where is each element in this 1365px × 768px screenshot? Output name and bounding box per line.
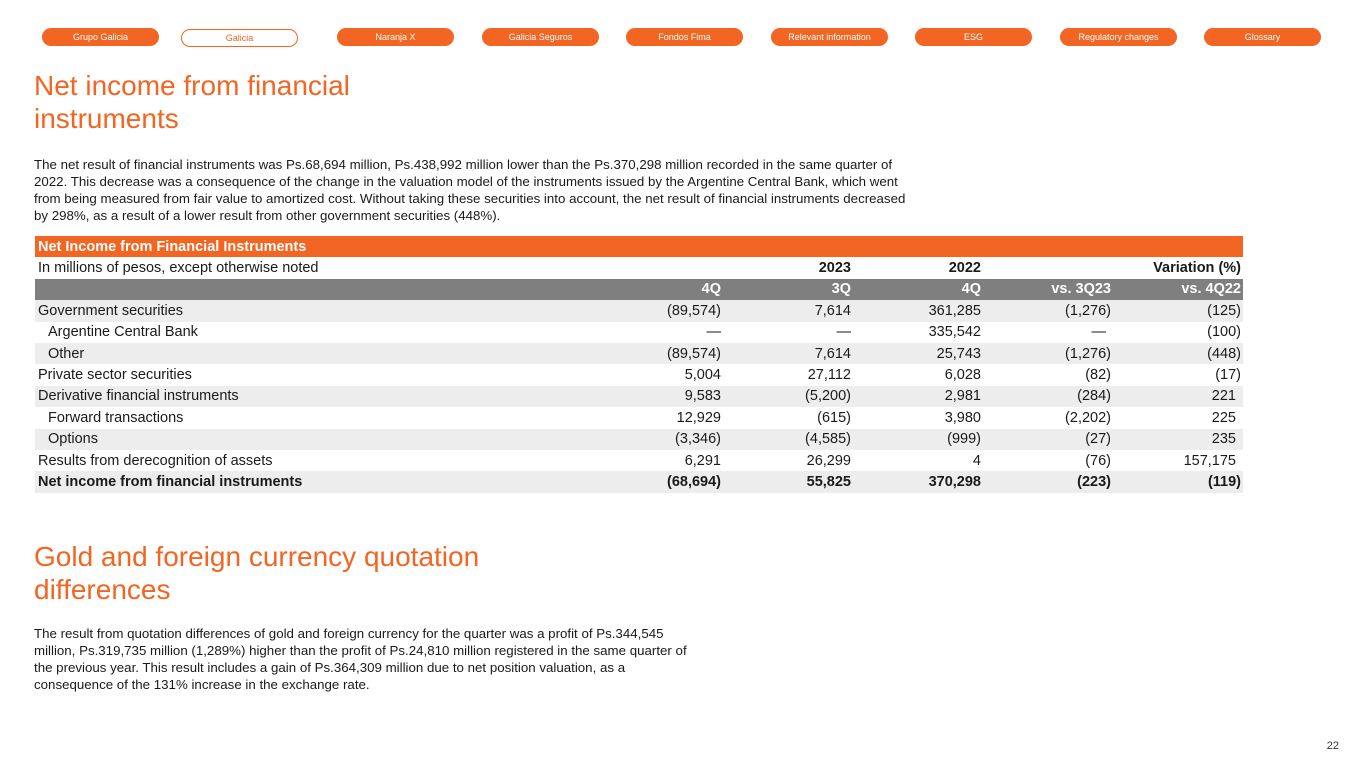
cell: (89,574) <box>593 343 723 364</box>
period-header: vs. 4Q22 <box>1113 279 1243 300</box>
cell: (615) <box>817 409 851 426</box>
cell: (223) <box>983 471 1113 492</box>
year-2022-header: 2022 <box>948 260 981 277</box>
paragraph-line: the previous year. This result includes a gain of Ps.364,309 million due to net position valuation, as a <box>34 660 626 675</box>
cell: — <box>706 324 721 341</box>
table-row <box>35 343 1243 364</box>
table-year-row <box>35 257 1243 278</box>
section-title-financial-instruments <box>34 69 554 135</box>
period-header: 4Q <box>593 279 723 300</box>
cell: (2,202) <box>1065 409 1111 426</box>
cell: 2,981 <box>853 386 983 407</box>
cell: 4 <box>972 452 981 469</box>
paragraph-line: The result from quotation differences of gold and foreign currency for the quarter was a profit of Ps.344,545 <box>34 626 664 641</box>
table-title-row <box>35 236 1243 257</box>
row-label: Options <box>35 429 593 450</box>
cell: 12,929 <box>676 409 721 426</box>
cell: (448) <box>1113 343 1243 364</box>
paragraph-line: million, Ps.319,735 million (1,289%) higher than the profit of Ps.24,810 million registered in the same quarter of <box>34 643 687 658</box>
cell: (89,574) <box>593 300 723 321</box>
variation-header: Variation (%) <box>1153 260 1241 277</box>
cell: 9,583 <box>593 386 723 407</box>
table-row <box>35 429 1243 450</box>
cell: (82) <box>1085 367 1111 384</box>
cell: 370,298 <box>853 471 983 492</box>
row-label: Net income from financial instruments <box>35 471 593 492</box>
cell: (100) <box>1207 324 1241 341</box>
cell: 157,175 <box>1183 452 1236 469</box>
paragraph-line: The net result of financial instruments was Ps.68,694 million, Ps.438,992 million lower than the Ps.370,298 million recorded in the same quarter of <box>34 157 893 172</box>
paragraph-line: by 298%, as a result of a lower result from other government securities (448%). <box>34 208 501 223</box>
table-total-row <box>35 471 1243 492</box>
cell: (4,585) <box>723 429 853 450</box>
page-number: 22 <box>1326 740 1339 752</box>
cell: (119) <box>1113 471 1243 492</box>
row-label: Government securities <box>35 300 593 321</box>
cell: 3,980 <box>944 409 981 426</box>
nav-glossary[interactable]: Glossary <box>1204 28 1321 46</box>
paragraph-line: consequence of the 131% increase in the exchange rate. <box>34 677 370 692</box>
paragraph-line: from being measured from fair value to amortized cost. Without taking these securities into account, the net result of financial instruments decreased <box>34 191 906 206</box>
nav-naranja-x[interactable]: Naranja X <box>337 28 454 46</box>
cell: 7,614 <box>723 300 853 321</box>
cell: (3,346) <box>593 429 723 450</box>
cell: — <box>836 324 851 341</box>
cell: 235 <box>1113 429 1243 450</box>
period-header: 4Q <box>853 279 983 300</box>
cell: 55,825 <box>723 471 853 492</box>
cell: (999) <box>853 429 983 450</box>
cell: 26,299 <box>806 452 851 469</box>
cell: — <box>1091 324 1106 341</box>
cell: (5,200) <box>723 386 853 407</box>
title-line: Gold and foreign currency quotation <box>34 541 480 572</box>
cell: 221 <box>1113 386 1243 407</box>
quotation-differences-paragraph <box>34 625 687 693</box>
nav-galicia[interactable]: Galicia <box>181 29 298 47</box>
table-row <box>35 364 1243 385</box>
financial-instruments-paragraph <box>34 156 905 224</box>
top-navigation <box>42 28 1321 46</box>
table-row <box>35 300 1243 321</box>
nav-regulatory-changes[interactable]: Regulatory changes <box>1060 28 1177 46</box>
cell: 5,004 <box>684 367 721 384</box>
row-label: Derivative financial instruments <box>35 386 593 407</box>
cell: 361,285 <box>853 300 983 321</box>
cell: (1,276) <box>983 300 1113 321</box>
row-label: Argentine Central Bank <box>48 324 198 341</box>
nav-grupo-galicia[interactable]: Grupo Galicia <box>42 28 159 46</box>
financial-instruments-table <box>35 236 1243 493</box>
table-title: Net Income from Financial Instruments <box>35 236 1243 257</box>
paragraph-line: 2022. This decrease was a consequence of the change in the valuation model of the instruments issued by the Argentine Central Bank, which went <box>34 174 898 189</box>
row-label: Results from derecognition of assets <box>38 452 273 469</box>
section-title-quotation-differences <box>34 540 554 606</box>
row-label: Private sector securities <box>38 367 192 384</box>
row-label: Other <box>35 343 593 364</box>
title-line: Net income from financial <box>34 70 350 101</box>
nav-fondos-fima[interactable]: Fondos Fima <box>626 28 743 46</box>
cell: (27) <box>983 429 1113 450</box>
cell: (68,694) <box>593 471 723 492</box>
cell: 6,028 <box>944 367 981 384</box>
table-row <box>35 322 1243 343</box>
title-line: instruments <box>34 103 179 134</box>
title-line: differences <box>34 574 171 605</box>
cell: 225 <box>1211 409 1236 426</box>
cell: 27,112 <box>807 367 851 384</box>
table-row <box>35 407 1243 428</box>
period-header: vs. 3Q23 <box>983 279 1113 300</box>
cell: 6,291 <box>684 452 721 469</box>
cell: (17) <box>1215 367 1241 384</box>
row-label: Forward transactions <box>48 409 184 426</box>
cell: 7,614 <box>723 343 853 364</box>
cell: (284) <box>983 386 1113 407</box>
cell: (125) <box>1113 300 1243 321</box>
table-subtitle: In millions of pesos, except otherwise noted <box>38 260 319 277</box>
nav-esg[interactable]: ESG <box>915 28 1032 46</box>
nav-galicia-seguros[interactable]: Galicia Seguros <box>482 28 599 46</box>
nav-relevant-information[interactable]: Relevant information <box>771 28 888 46</box>
table-period-row <box>35 279 1243 300</box>
cell: 25,743 <box>853 343 983 364</box>
cell: (1,276) <box>983 343 1113 364</box>
cell: 335,542 <box>928 324 981 341</box>
cell: (76) <box>1085 452 1111 469</box>
period-header: 3Q <box>723 279 853 300</box>
table-row <box>35 386 1243 407</box>
table-row <box>35 450 1243 471</box>
year-2023-header: 2023 <box>818 260 851 277</box>
